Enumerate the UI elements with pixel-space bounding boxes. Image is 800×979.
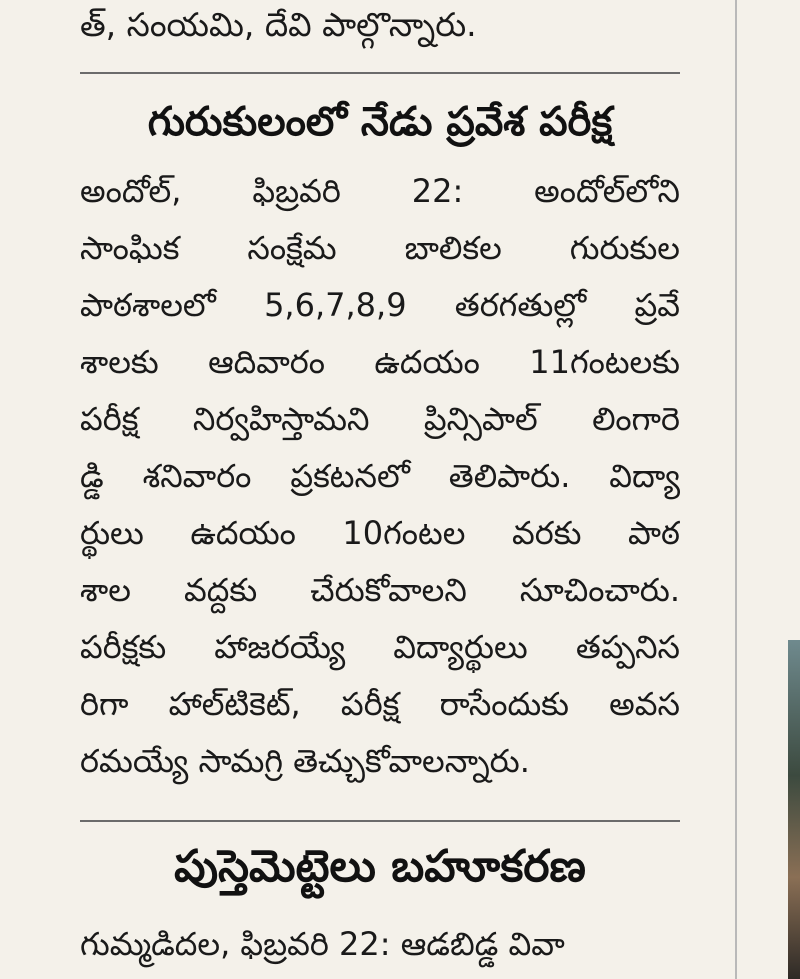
article-text-line: డ్డి శనివారం ప్రకటనలో తెలిపారు. విద్యా: [80, 457, 680, 495]
article-text-line: పాఠశాలలో 5,6,7,8,9 తరగతుల్లో ప్రవే: [80, 286, 680, 324]
article-text-line: పరీక్ష నిర్వహిస్తామని ప్రిన్సిపాల్ లింగారె: [80, 400, 680, 438]
article-text-line: అందోల్, ఫిబ్రవరి 22: అందోల్‌లోని: [80, 172, 680, 210]
article-body-entrance-exam: [80, 163, 680, 790]
column-gutter-divider: [735, 0, 737, 979]
article-text-line: శాలకు ఆదివారం ఉదయం 11గంటలకు: [80, 343, 680, 381]
article-divider-bottom: [80, 820, 680, 822]
article-text-line: పరీక్షకు హాజరయ్యే విద్యార్థులు తప్పనిస: [80, 628, 680, 666]
article-text-line: శాల వద్దకు చేరుకోవాలని సూచించారు.: [80, 571, 680, 609]
article-text-line: రిగా హాల్‌టికెట్, పరీక్ష రాసేందుకు అవస: [80, 685, 680, 723]
article-headline-entrance-exam: గురుకులంలో నేడు ప్రవేశ పరీక్ష: [147, 99, 613, 145]
newspaper-column: [80, 0, 680, 979]
article-first-line-mangalsutra-gift: గుమ్మడిదల, ఫిబ్రవరి 22: ఆడబిడ్డ వివా: [80, 925, 565, 963]
adjacent-photo-edge: [788, 640, 800, 979]
article-headline-mangalsutra-gift: పుస్తెమెట్టెలు బహూకరణ: [174, 841, 586, 892]
article-text-line: రమయ్యే సామగ్రి తెచ్చుకోవాలన్నారు.: [80, 742, 530, 780]
previous-article-last-line: త్, సంయమి, దేవి పాల్గొన్నారు.: [80, 5, 477, 44]
article-text-line: సాంఘిక సంక్షేమ బాలికల గురుకుల: [80, 229, 680, 267]
article-divider-top: [80, 72, 680, 74]
article-text-line: ర్థులు ఉదయం 10గంటల వరకు పాఠ: [80, 514, 680, 552]
